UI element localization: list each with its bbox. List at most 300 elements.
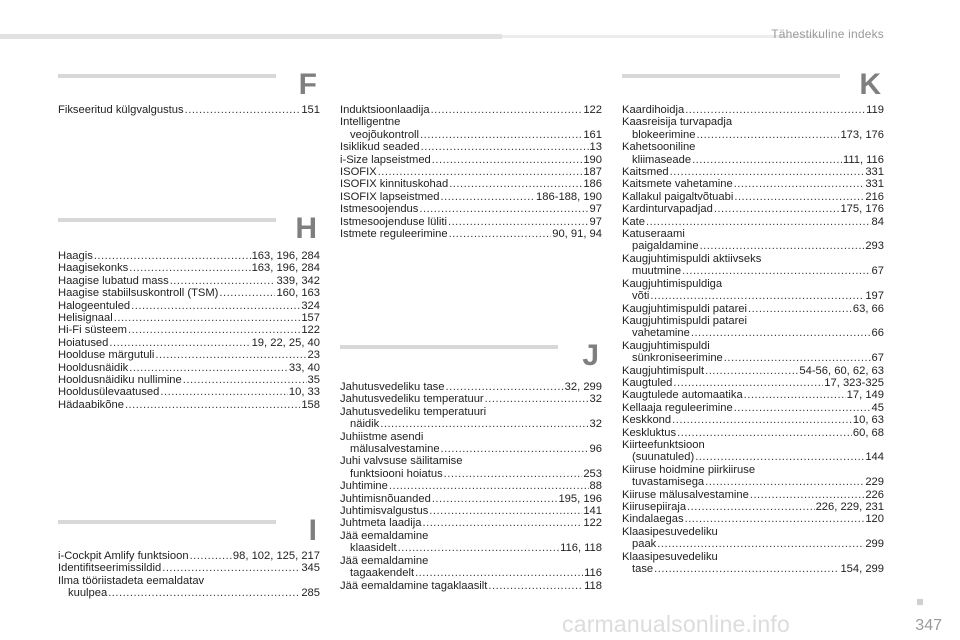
index-page-ref: 119: [866, 104, 884, 116]
index-page-ref: 216: [865, 190, 884, 203]
index-entry: [622, 216, 884, 228]
index-term: Isiklikud seaded: [340, 141, 420, 154]
index-term: Hooldusülevaatused: [58, 386, 160, 399]
index-page-ref: 151: [301, 104, 320, 116]
index-term: tagaakendelt: [350, 567, 415, 580]
leader-dots: [734, 178, 865, 190]
index-entry-heading: Ilma tööriistadeta eemaldatav: [58, 574, 205, 587]
index-page-ref: 144: [865, 451, 884, 464]
index-page-ref: 120: [865, 513, 884, 526]
index-page-ref: 226, 229, 231: [815, 501, 884, 513]
index-entry: [340, 381, 602, 393]
index-entry-heading: Kiirteefunktsioon: [622, 438, 705, 451]
index-term: Juhtimisnõuanded: [340, 492, 431, 505]
index-term: Jahutusvedeliku tase: [340, 381, 445, 393]
index-entry-heading: Kahetsooniline: [622, 141, 696, 154]
leader-dots: [485, 393, 589, 405]
index-term: Kaitsmed: [622, 166, 669, 179]
section-letter: I: [308, 514, 317, 547]
leader-dots: [185, 104, 301, 116]
index-page-ref: 299: [865, 538, 884, 551]
index-entry: [58, 550, 320, 562]
leader-dots: [419, 203, 588, 215]
index-page-ref: 173, 176: [840, 128, 884, 141]
index-page-ref: 163, 196, 284: [251, 262, 320, 275]
leader-dots: [129, 262, 250, 274]
leader-dots: [654, 563, 839, 575]
index-entry: [58, 374, 320, 386]
section-entries-h: [58, 250, 320, 411]
leader-dots: [170, 275, 276, 287]
index-page-ref: 160, 163: [276, 287, 320, 300]
index-page-ref: 97: [589, 215, 602, 228]
index-entry: [622, 154, 884, 166]
leader-dots: [440, 191, 535, 203]
leader-dots: [415, 567, 583, 579]
index-term: tuvastamisega: [632, 476, 705, 489]
index-entry: [340, 418, 602, 430]
index-entry: [340, 393, 602, 405]
top-bar-decoration: [0, 34, 502, 39]
index-page-ref: 13: [589, 141, 602, 154]
index-entry-heading: Jää eemaldamine: [340, 554, 429, 567]
index-entry: [340, 517, 602, 529]
index-page-ref: 229: [865, 476, 884, 489]
index-page-ref: 60, 68: [852, 426, 884, 439]
leader-dots: [449, 178, 582, 190]
index-page-ref: 90, 91, 94: [552, 228, 602, 241]
index-term: funktsiooni hoiatus: [350, 467, 443, 480]
index-page-ref: 253: [583, 467, 602, 480]
index-page-ref: 67: [871, 265, 884, 278]
index-term: i-Size lapseistmed: [340, 153, 431, 166]
index-entry-heading: Klaasipesuvedeliku: [622, 525, 718, 538]
index-page-ref: 197: [865, 290, 884, 303]
index-entry: [340, 104, 602, 116]
index-term: Kellaaja reguleerimine: [622, 401, 733, 414]
leader-dots: [750, 489, 864, 501]
index-entry: [58, 587, 320, 599]
section-rule: [58, 218, 276, 222]
leader-dots: [431, 104, 583, 116]
index-entry: [58, 300, 320, 312]
section-rule: [58, 520, 276, 524]
index-term: Kaugjuhtimispult: [622, 364, 705, 377]
index-term: Keskkond: [622, 414, 672, 427]
leader-dots: [422, 517, 582, 529]
index-page-ref: 111, 116: [842, 153, 884, 166]
index-term: Kaugtulede automaatika: [622, 389, 743, 402]
index-page-ref: 116: [584, 567, 602, 580]
index-term: Helisignaal: [58, 312, 113, 325]
index-entry: [340, 129, 602, 141]
index-page-ref: 285: [301, 587, 320, 600]
index-entry: [622, 365, 884, 377]
index-entry: [622, 427, 884, 439]
index-term: Kaugjuhtimispuldi patarei: [622, 302, 748, 315]
index-term: Haagise stabiilsuskontroll (TSM): [58, 287, 219, 300]
leader-dots: [219, 287, 275, 299]
index-page-ref: 190: [583, 153, 602, 166]
leader-dots: [160, 386, 288, 398]
index-page-ref: 10, 63: [852, 414, 884, 427]
section-letter: H: [295, 212, 317, 245]
index-term: Kate: [622, 215, 646, 228]
index-entry: [340, 580, 602, 592]
leader-dots: [734, 191, 864, 203]
index-entry-heading: Jahutusvedeliku temperatuuri: [340, 405, 487, 418]
leader-dots: [380, 418, 588, 430]
index-term: Hoolduse märgutuli: [58, 349, 155, 362]
index-entry: [340, 203, 602, 215]
index-page-ref: 63, 66: [852, 302, 884, 315]
index-page-ref: 163, 196, 284: [251, 250, 320, 262]
index-term: mälusalvestamine: [350, 443, 440, 456]
index-term: vahetamine: [632, 327, 690, 340]
index-entry-heading: Kaasreisija turvapadja: [622, 116, 733, 129]
index-term: Kindalaegas: [622, 513, 684, 526]
index-page-ref: 19, 22, 25, 40: [251, 336, 320, 349]
section-rule: [622, 74, 840, 78]
index-entry-heading: Katuseraami: [622, 228, 685, 241]
index-term: Kardinturvapadjad: [622, 203, 713, 216]
index-entry: [58, 337, 320, 349]
leader-dots: [420, 129, 582, 141]
leader-dots: [449, 228, 552, 240]
index-entry: [340, 443, 602, 455]
index-page-ref: 98, 102, 125, 217: [232, 550, 320, 562]
index-page-ref: 23: [307, 349, 320, 362]
index-page-ref: 118: [584, 579, 602, 592]
index-term: Induktsioonlaadija: [340, 104, 430, 116]
index-entry: [58, 399, 320, 411]
leader-dots: [646, 216, 871, 228]
index-entry: [622, 538, 884, 550]
section-entries-f: [58, 104, 320, 116]
section-rule: [340, 345, 558, 349]
leader-dots: [705, 476, 864, 488]
leader-dots: [677, 427, 852, 439]
index-page-ref: 154, 299: [840, 563, 884, 576]
index-page-ref: 35: [307, 374, 320, 387]
index-term: blokeerimine: [632, 128, 696, 141]
index-entry: [622, 265, 884, 277]
index-entry-heading: Kaugjuhtimispuldiga: [622, 277, 723, 290]
index-page-ref: 195, 196: [558, 492, 602, 505]
running-head: Tähestikuline indeks: [771, 27, 884, 41]
index-term: ISOFIX: [340, 166, 377, 179]
leader-dots: [421, 141, 589, 153]
leader-dots: [705, 365, 798, 377]
index-page-ref: 331: [865, 166, 884, 179]
index-entry: [622, 501, 884, 513]
index-page-ref: 17, 323-325: [824, 376, 884, 389]
index-entry: [340, 468, 602, 480]
index-page-ref: 339, 342: [276, 274, 320, 287]
index-term: Keskluktus: [622, 426, 677, 439]
index-term: Istmesoojendus: [340, 203, 419, 216]
index-page-ref: 175, 176: [840, 203, 884, 216]
index-page-ref: 33, 40: [288, 361, 320, 374]
index-page-ref: 186-188, 190: [536, 190, 602, 203]
section-letter: F: [298, 68, 317, 101]
section-rule: [58, 74, 276, 78]
index-term: Juhtimisvalgustus: [340, 505, 429, 518]
index-term: Istmesoojenduse lüliti: [340, 215, 447, 228]
index-page-ref: 157: [301, 312, 320, 325]
index-entry: [622, 104, 884, 116]
index-term: ISOFIX kinnituskohad: [340, 178, 449, 191]
index-term: paak: [632, 538, 657, 551]
leader-dots: [94, 250, 251, 262]
index-entry: [622, 178, 884, 190]
index-term: Hädaabikõne: [58, 398, 124, 411]
leader-dots: [488, 580, 583, 592]
index-entry: [622, 476, 884, 488]
leader-dots: [691, 327, 871, 339]
leader-dots: [682, 265, 870, 277]
index-entry: [340, 166, 602, 178]
index-term: Kaitsmete vahetamine: [622, 178, 733, 191]
leader-dots: [696, 129, 839, 141]
index-entry-heading: Kiiruse hoidmine piirkiiruse: [622, 463, 756, 476]
index-page-ref: 116, 118: [560, 542, 602, 555]
index-entry: [340, 228, 602, 240]
section-entries-i-continued: [340, 104, 602, 240]
index-term: näidik: [350, 418, 380, 431]
index-term: i-Cockpit Amlify funktsioon: [58, 550, 189, 562]
index-page-ref: 324: [301, 299, 320, 312]
index-entry: [622, 489, 884, 501]
index-entry: [622, 203, 884, 215]
leader-dots: [162, 562, 300, 574]
leader-dots: [650, 290, 864, 302]
index-entry: [622, 129, 884, 141]
index-page-ref: 141: [583, 505, 602, 518]
index-entry-heading: Kaugjuhtimispuldi patarei: [622, 314, 748, 327]
leader-dots: [131, 300, 300, 312]
leader-dots: [398, 542, 559, 554]
section-header-j: [340, 339, 602, 385]
index-page-ref: 17, 149: [846, 389, 884, 402]
index-term: Jää eemaldamine tagaklaasilt: [340, 579, 488, 592]
index-entry: [58, 562, 320, 574]
leader-dots: [389, 480, 589, 492]
leader-dots: [670, 166, 865, 178]
leader-dots: [673, 377, 823, 389]
page-number: 347: [915, 617, 942, 634]
index-page-ref: 67: [871, 352, 884, 365]
index-page-ref: 66: [871, 327, 884, 340]
index-entry: [58, 104, 320, 116]
leader-dots: [744, 389, 846, 401]
index-term: Jahutusvedeliku temperatuur: [340, 393, 484, 406]
index-entry: [340, 178, 602, 190]
index-term: Hi-Fi süsteem: [58, 324, 127, 337]
index-page-ref: 122: [583, 104, 602, 116]
index-term: klaasidelt: [350, 542, 397, 555]
index-term: paigaldamine: [632, 240, 699, 253]
leader-dots: [444, 468, 583, 480]
index-page-ref: 32, 299: [564, 381, 602, 393]
section-entries-i: [58, 550, 320, 600]
index-entry: [340, 567, 602, 579]
index-entry: [622, 166, 884, 178]
index-page-ref: 32: [589, 393, 602, 406]
index-term: kuulpea: [68, 587, 108, 600]
leader-dots: [700, 240, 865, 252]
leader-dots: [695, 451, 864, 463]
section-letter: J: [582, 339, 599, 372]
index-entry-heading: Juhi valvsuse säilitamise: [340, 455, 463, 468]
index-page-ref: 122: [583, 517, 602, 530]
leader-dots: [432, 493, 558, 505]
index-page-ref: 32: [589, 418, 602, 431]
index-page-ref: 226: [865, 488, 884, 501]
leader-dots: [657, 538, 864, 550]
leader-dots: [687, 501, 815, 513]
leader-dots: [429, 505, 582, 517]
index-page-ref: 97: [589, 203, 602, 216]
page-marker-square: [917, 599, 923, 605]
index-page-ref: 45: [871, 401, 884, 414]
watermark: carmanualsonline.info: [562, 611, 790, 637]
index-entry: [58, 262, 320, 274]
index-entry: [58, 362, 320, 374]
leader-dots: [448, 216, 589, 228]
leader-dots: [445, 381, 563, 393]
index-page-ref: 331: [865, 178, 884, 191]
index-entry-heading: Klaasipesuvedeliku: [622, 550, 718, 563]
index-entry-heading: Jää eemaldamine: [340, 529, 429, 542]
leader-dots: [734, 402, 871, 414]
index-term: Hooldusnäidiku nullimine: [58, 374, 182, 387]
index-term: Kaardihoidja: [622, 104, 685, 116]
index-entry: [622, 240, 884, 252]
leader-dots: [109, 337, 250, 349]
index-entry: [340, 542, 602, 554]
leader-dots: [114, 312, 301, 324]
index-entry: [340, 216, 602, 228]
index-entry: [340, 154, 602, 166]
index-page-ref: 88: [589, 480, 602, 493]
leader-dots: [672, 414, 852, 426]
index-entry: [622, 513, 884, 525]
index-entry-heading: Kaugjuhtimispuldi: [622, 339, 710, 352]
leader-dots: [108, 587, 300, 599]
index-term: Hooldusnäidik: [58, 361, 129, 374]
index-term: veojõukontroll: [350, 128, 420, 141]
leader-dots: [724, 352, 871, 364]
index-entry: [340, 493, 602, 505]
index-term: Haagisekonks: [58, 262, 129, 275]
section-entries-j: [340, 381, 602, 592]
index-entry: [622, 563, 884, 575]
leader-dots: [692, 154, 842, 166]
index-page-ref: 345: [301, 562, 320, 575]
index-term: (suunatuled): [632, 451, 695, 464]
index-term: tase: [632, 563, 654, 576]
index-entry: [58, 349, 320, 361]
index-page-ref: 96: [589, 443, 602, 456]
index-entry: [340, 505, 602, 517]
index-term: Haagis: [58, 250, 93, 262]
index-page-ref: 187: [583, 166, 602, 179]
index-page-ref: 54-56, 60, 62, 63: [799, 364, 884, 377]
leader-dots: [441, 443, 589, 455]
index-entry: [622, 451, 884, 463]
leader-dots: [685, 513, 865, 525]
section-letter: K: [859, 68, 881, 101]
index-term: Hoiatused: [58, 336, 109, 349]
leader-dots: [190, 550, 232, 562]
index-page-ref: 84: [871, 215, 884, 228]
leader-dots: [128, 324, 300, 336]
index-term: Istmete reguleerimine: [340, 228, 448, 241]
leader-dots: [432, 154, 583, 166]
index-term: Kallakul paigaltvõtuabi: [622, 190, 734, 203]
index-term: Kiirusepiiraja: [622, 501, 687, 513]
index-entry: [622, 402, 884, 414]
leader-dots: [378, 166, 583, 178]
index-entry: [58, 312, 320, 324]
index-term: sünkroniseerimine: [632, 352, 723, 365]
index-term: Kiiruse mälusalvestamine: [622, 488, 749, 501]
index-entry: [622, 191, 884, 203]
index-entry: [622, 389, 884, 401]
index-entry: [58, 324, 320, 336]
index-entry: [340, 141, 602, 153]
index-page-ref: 10, 33: [288, 386, 320, 399]
index-term: ISOFIX lapseistmed: [340, 190, 440, 203]
leader-dots: [129, 362, 288, 374]
index-page-ref: 122: [301, 324, 320, 337]
index-page-ref: 186: [583, 178, 602, 191]
index-term: Halogeentuled: [58, 299, 131, 312]
index-page-ref: 158: [301, 398, 320, 411]
index-entry: [622, 290, 884, 302]
index-term: Juhtimine: [340, 480, 388, 493]
leader-dots: [155, 349, 306, 361]
index-entry: [58, 250, 320, 262]
leader-dots: [748, 303, 852, 315]
index-term: kliimaseade: [632, 153, 692, 166]
index-term: Juhtmeta laadija: [340, 517, 422, 530]
leader-dots: [714, 203, 840, 215]
index-entry: [58, 287, 320, 299]
index-page-ref: 161: [583, 128, 602, 141]
index-entry: [622, 352, 884, 364]
index-entry-heading: Juhiistme asendi: [340, 430, 424, 443]
index-entry: [340, 480, 602, 492]
index-term: Kaugtuled: [622, 376, 673, 389]
index-page-ref: 293: [865, 240, 884, 253]
index-term: Fikseeritud külgvalgustus: [58, 104, 184, 116]
index-entry: [622, 303, 884, 315]
leader-dots: [685, 104, 865, 116]
leader-dots: [183, 374, 307, 386]
index-entry: [58, 386, 320, 398]
index-entry: [622, 377, 884, 389]
index-entry: [340, 191, 602, 203]
section-entries-k: [622, 104, 884, 575]
index-term: Identifitseerimissildid: [58, 562, 162, 575]
index-entry: [622, 414, 884, 426]
index-term: võti: [632, 290, 650, 303]
index-entry: [58, 275, 320, 287]
leader-dots: [125, 399, 300, 411]
index-term: muutmine: [632, 265, 682, 278]
